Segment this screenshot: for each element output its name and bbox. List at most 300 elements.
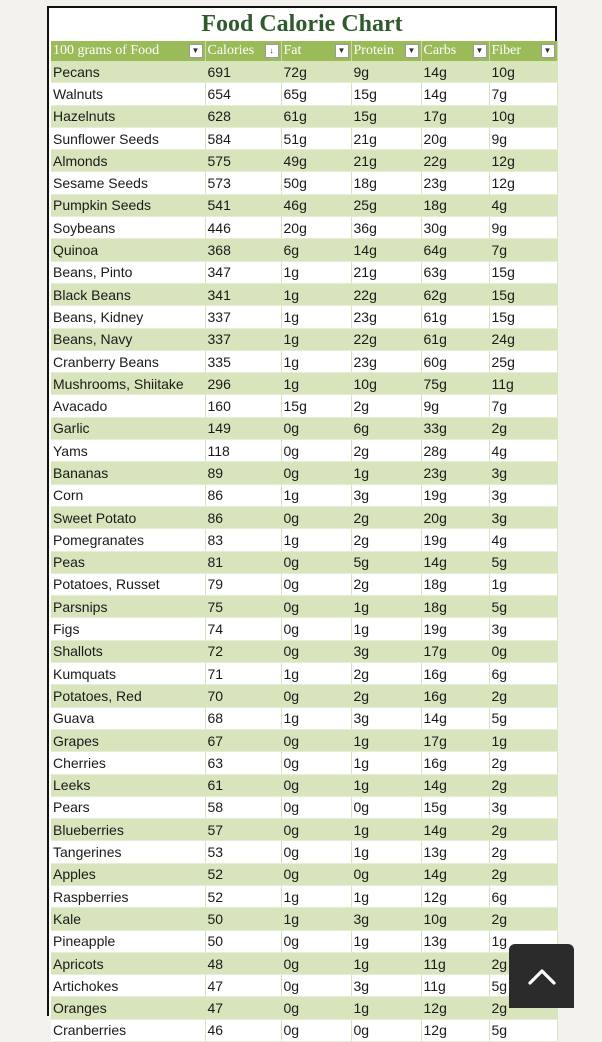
carbs-cell: 63g — [421, 261, 489, 283]
protein-cell: 1g — [351, 752, 421, 774]
fat-cell: 0g — [281, 774, 351, 796]
protein-cell: 3g — [351, 908, 421, 930]
protein-cell: 1g — [351, 462, 421, 484]
fat-cell: 1g — [281, 261, 351, 283]
protein-cell: 3g — [351, 707, 421, 729]
carbs-cell: 14g — [421, 61, 489, 83]
column-header-protein — [351, 41, 421, 61]
protein-cell: 1g — [351, 885, 421, 907]
fiber-cell: 4g — [489, 529, 557, 551]
fat-cell: 1g — [281, 328, 351, 350]
table-row — [51, 707, 557, 729]
fiber-cell: 15g — [489, 306, 557, 328]
table-row — [51, 261, 557, 283]
table-row — [51, 127, 557, 149]
calories-cell: 70 — [205, 685, 281, 707]
table-row — [51, 328, 557, 350]
carbs-cell: 10g — [421, 908, 489, 930]
fat-cell: 6g — [281, 239, 351, 261]
carbs-cell: 64g — [421, 239, 489, 261]
calories-cell: 47 — [205, 975, 281, 997]
protein-cell: 21g — [351, 150, 421, 172]
protein-cell: 2g — [351, 529, 421, 551]
table-row — [51, 596, 557, 618]
table-row — [51, 752, 557, 774]
protein-cell: 23g — [351, 350, 421, 372]
protein-cell: 6g — [351, 417, 421, 439]
protein-cell: 14g — [351, 239, 421, 261]
table-row — [51, 908, 557, 930]
fat-cell: 49g — [281, 150, 351, 172]
table-row — [51, 573, 557, 595]
fat-cell: 1g — [281, 529, 351, 551]
header-row — [51, 41, 557, 61]
calories-cell: 58 — [205, 796, 281, 818]
table-row — [51, 217, 557, 239]
calories-cell: 86 — [205, 506, 281, 528]
food-name-cell: Kumquats — [51, 663, 205, 685]
fat-cell: 0g — [281, 819, 351, 841]
protein-cell: 22g — [351, 283, 421, 305]
protein-cell: 1g — [351, 618, 421, 640]
fat-cell: 0g — [281, 1019, 351, 1041]
fat-cell: 0g — [281, 930, 351, 952]
fat-cell: 0g — [281, 506, 351, 528]
calories-cell: 47 — [205, 997, 281, 1019]
carbs-cell: 16g — [421, 663, 489, 685]
column-header-label: Calories — [207, 43, 255, 58]
carbs-cell: 61g — [421, 306, 489, 328]
fat-cell: 0g — [281, 417, 351, 439]
dropdown-arrow-icon[interactable]: ▼ — [541, 44, 555, 58]
protein-cell: 1g — [351, 841, 421, 863]
fat-cell: 1g — [281, 283, 351, 305]
carbs-cell: 16g — [421, 752, 489, 774]
table-row — [51, 997, 557, 1019]
carbs-cell: 18g — [421, 573, 489, 595]
protein-cell: 9g — [351, 61, 421, 83]
calories-cell: 541 — [205, 194, 281, 216]
fat-cell: 0g — [281, 596, 351, 618]
fiber-cell: 15g — [489, 283, 557, 305]
food-name-cell: Grapes — [51, 729, 205, 751]
protein-cell: 2g — [351, 506, 421, 528]
table-row — [51, 150, 557, 172]
calories-cell: 575 — [205, 150, 281, 172]
table-row — [51, 194, 557, 216]
protein-cell: 1g — [351, 729, 421, 751]
carbs-cell: 19g — [421, 529, 489, 551]
food-name-cell: Cherries — [51, 752, 205, 774]
table-row — [51, 172, 557, 194]
table-row — [51, 306, 557, 328]
table-row — [51, 462, 557, 484]
carbs-cell: 9g — [421, 395, 489, 417]
table-row — [51, 930, 557, 952]
column-header-label: 100 grams of Food — [53, 43, 160, 58]
calories-cell: 67 — [205, 729, 281, 751]
fat-cell: 50g — [281, 172, 351, 194]
food-name-cell: Soybeans — [51, 217, 205, 239]
table-row — [51, 373, 557, 395]
carbs-cell: 18g — [421, 194, 489, 216]
fat-cell: 0g — [281, 640, 351, 662]
food-name-cell: Parsnips — [51, 596, 205, 618]
carbs-cell: 13g — [421, 841, 489, 863]
carbs-cell: 11g — [421, 975, 489, 997]
carbs-cell: 60g — [421, 350, 489, 372]
scroll-to-top-button[interactable] — [509, 944, 574, 1008]
fiber-cell: 11g — [489, 373, 557, 395]
table-row — [51, 417, 557, 439]
fiber-cell: 4g — [489, 440, 557, 462]
calories-cell: 160 — [205, 395, 281, 417]
protein-cell: 10g — [351, 373, 421, 395]
column-header-food — [51, 41, 205, 61]
calories-cell: 654 — [205, 83, 281, 105]
fat-cell: 0g — [281, 440, 351, 462]
table-row — [51, 663, 557, 685]
food-name-cell: Pumpkin Seeds — [51, 194, 205, 216]
fat-cell: 1g — [281, 350, 351, 372]
fiber-cell: 12g — [489, 150, 557, 172]
fat-cell: 0g — [281, 863, 351, 885]
fiber-cell: 3g — [489, 796, 557, 818]
calories-cell: 337 — [205, 328, 281, 350]
carbs-cell: 19g — [421, 484, 489, 506]
carbs-cell: 18g — [421, 596, 489, 618]
calories-cell: 296 — [205, 373, 281, 395]
column-header-fat — [281, 41, 351, 61]
fiber-cell: 6g — [489, 885, 557, 907]
table-row — [51, 640, 557, 662]
fiber-cell: 10g — [489, 61, 557, 83]
food-name-cell: Kale — [51, 908, 205, 930]
food-name-cell: Corn — [51, 484, 205, 506]
table-row — [51, 551, 557, 573]
carbs-cell: 14g — [421, 863, 489, 885]
protein-cell: 21g — [351, 261, 421, 283]
calories-cell: 48 — [205, 952, 281, 974]
fat-cell: 0g — [281, 729, 351, 751]
food-name-cell: Walnuts — [51, 83, 205, 105]
fat-cell: 0g — [281, 573, 351, 595]
dropdown-arrow-icon[interactable]: ▼ — [335, 44, 349, 58]
fiber-cell: 2g — [489, 819, 557, 841]
fat-cell: 1g — [281, 707, 351, 729]
dropdown-arrow-icon[interactable]: ▼ — [189, 44, 203, 58]
column-header-carbs — [421, 41, 489, 61]
calories-cell: 68 — [205, 707, 281, 729]
carbs-cell: 30g — [421, 217, 489, 239]
fat-cell: 1g — [281, 663, 351, 685]
fiber-cell: 2g — [489, 863, 557, 885]
food-name-cell: Artichokes — [51, 975, 205, 997]
fat-cell: 0g — [281, 796, 351, 818]
calories-cell: 52 — [205, 885, 281, 907]
food-name-cell: Blueberries — [51, 819, 205, 841]
carbs-cell: 23g — [421, 462, 489, 484]
fat-cell: 0g — [281, 975, 351, 997]
carbs-cell: 17g — [421, 105, 489, 127]
food-name-cell: Beans, Kidney — [51, 306, 205, 328]
column-header-label: Fiber — [491, 43, 522, 58]
calories-cell: 628 — [205, 105, 281, 127]
fat-cell: 1g — [281, 373, 351, 395]
food-name-cell: Sweet Potato — [51, 506, 205, 528]
fiber-cell: 2g — [489, 997, 557, 1019]
fiber-cell: 4g — [489, 194, 557, 216]
food-name-cell: Almonds — [51, 150, 205, 172]
column-header-label: Carbs — [423, 43, 457, 58]
calories-cell: 53 — [205, 841, 281, 863]
fiber-cell: 2g — [489, 752, 557, 774]
food-name-cell: Hazelnuts — [51, 105, 205, 127]
protein-cell: 2g — [351, 573, 421, 595]
fat-cell: 51g — [281, 127, 351, 149]
carbs-cell: 14g — [421, 819, 489, 841]
table-row — [51, 975, 557, 997]
chart-title: Food Calorie Chart — [201, 11, 403, 37]
calories-cell: 50 — [205, 908, 281, 930]
calories-cell: 347 — [205, 261, 281, 283]
fiber-cell: 3g — [489, 618, 557, 640]
protein-cell: 15g — [351, 105, 421, 127]
food-name-cell: Yams — [51, 440, 205, 462]
carbs-cell: 12g — [421, 1019, 489, 1041]
food-name-cell: Cranberry Beans — [51, 350, 205, 372]
spreadsheet-image — [47, 6, 557, 1039]
table-row — [51, 952, 557, 974]
fat-cell: 0g — [281, 551, 351, 573]
fiber-cell: 1g — [489, 573, 557, 595]
carbs-cell: 20g — [421, 127, 489, 149]
protein-cell: 15g — [351, 83, 421, 105]
fat-cell: 0g — [281, 618, 351, 640]
carbs-cell: 23g — [421, 172, 489, 194]
protein-cell: 2g — [351, 395, 421, 417]
calories-cell: 72 — [205, 640, 281, 662]
column-header-label: Fat — [283, 43, 302, 58]
fat-cell: 0g — [281, 462, 351, 484]
fat-cell: 65g — [281, 83, 351, 105]
fiber-cell: 25g — [489, 350, 557, 372]
food-name-cell: Cranberries — [51, 1019, 205, 1041]
food-name-cell: Beans, Pinto — [51, 261, 205, 283]
carbs-cell: 14g — [421, 707, 489, 729]
food-name-cell: Oranges — [51, 997, 205, 1019]
fiber-cell: 5g — [489, 707, 557, 729]
table-row — [51, 1019, 557, 1041]
carbs-cell: 17g — [421, 640, 489, 662]
calories-cell: 61 — [205, 774, 281, 796]
calories-cell: 75 — [205, 596, 281, 618]
food-name-cell: Figs — [51, 618, 205, 640]
table-row — [51, 105, 557, 127]
carbs-cell: 14g — [421, 551, 489, 573]
protein-cell: 2g — [351, 663, 421, 685]
fiber-cell: 7g — [489, 395, 557, 417]
protein-cell: 2g — [351, 685, 421, 707]
food-name-cell: Bananas — [51, 462, 205, 484]
fiber-cell: 9g — [489, 127, 557, 149]
food-name-cell: Avacado — [51, 395, 205, 417]
fat-cell: 1g — [281, 908, 351, 930]
sort-descending-icon[interactable]: ↓ — [265, 44, 279, 58]
calories-cell: 81 — [205, 551, 281, 573]
calories-cell: 71 — [205, 663, 281, 685]
protein-cell: 36g — [351, 217, 421, 239]
table-row — [51, 61, 557, 83]
fat-cell: 0g — [281, 841, 351, 863]
calories-cell: 50 — [205, 930, 281, 952]
food-name-cell: Raspberries — [51, 885, 205, 907]
calories-cell: 584 — [205, 127, 281, 149]
protein-cell: 0g — [351, 796, 421, 818]
fat-cell: 0g — [281, 752, 351, 774]
calories-cell: 52 — [205, 863, 281, 885]
carbs-cell: 75g — [421, 373, 489, 395]
table-row — [51, 484, 557, 506]
protein-cell: 5g — [351, 551, 421, 573]
fat-cell: 0g — [281, 997, 351, 1019]
food-name-cell: Apples — [51, 863, 205, 885]
calories-cell: 341 — [205, 283, 281, 305]
calories-cell: 79 — [205, 573, 281, 595]
carbs-cell: 22g — [421, 150, 489, 172]
calorie-table — [51, 41, 558, 1042]
table-row — [51, 440, 557, 462]
fiber-cell: 0g — [489, 640, 557, 662]
protein-cell: 1g — [351, 930, 421, 952]
calories-cell: 86 — [205, 484, 281, 506]
fat-cell: 61g — [281, 105, 351, 127]
protein-cell: 23g — [351, 306, 421, 328]
food-name-cell: Black Beans — [51, 283, 205, 305]
food-name-cell: Peas — [51, 551, 205, 573]
food-name-cell: Tangerines — [51, 841, 205, 863]
fiber-cell: 5g — [489, 975, 557, 997]
food-name-cell: Pecans — [51, 61, 205, 83]
table-row — [51, 774, 557, 796]
food-name-cell: Sesame Seeds — [51, 172, 205, 194]
calories-cell: 446 — [205, 217, 281, 239]
table-row — [51, 350, 557, 372]
carbs-cell: 14g — [421, 774, 489, 796]
fiber-cell: 5g — [489, 596, 557, 618]
fiber-cell: 2g — [489, 908, 557, 930]
dropdown-arrow-icon[interactable]: ▼ — [473, 44, 487, 58]
carbs-cell: 28g — [421, 440, 489, 462]
food-name-cell: Apricots — [51, 952, 205, 974]
food-name-cell: Pears — [51, 796, 205, 818]
fat-cell: 0g — [281, 952, 351, 974]
table-row — [51, 618, 557, 640]
carbs-cell: 61g — [421, 328, 489, 350]
protein-cell: 3g — [351, 975, 421, 997]
table-row — [51, 729, 557, 751]
carbs-cell: 13g — [421, 930, 489, 952]
protein-cell: 1g — [351, 997, 421, 1019]
carbs-cell: 19g — [421, 618, 489, 640]
chevron-up-icon — [527, 966, 557, 986]
table-row — [51, 685, 557, 707]
carbs-cell: 14g — [421, 83, 489, 105]
fat-cell: 15g — [281, 395, 351, 417]
protein-cell: 1g — [351, 596, 421, 618]
fat-cell: 1g — [281, 306, 351, 328]
fat-cell: 1g — [281, 885, 351, 907]
food-name-cell: Pineapple — [51, 930, 205, 952]
protein-cell: 3g — [351, 484, 421, 506]
carbs-cell: 15g — [421, 796, 489, 818]
protein-cell: 2g — [351, 440, 421, 462]
fiber-cell: 1g — [489, 930, 557, 952]
protein-cell: 1g — [351, 774, 421, 796]
calories-cell: 335 — [205, 350, 281, 372]
fat-cell: 72g — [281, 61, 351, 83]
protein-cell: 0g — [351, 863, 421, 885]
table-row — [51, 283, 557, 305]
table-row — [51, 863, 557, 885]
food-name-cell: Potatoes, Russet — [51, 573, 205, 595]
carbs-cell: 17g — [421, 729, 489, 751]
protein-cell: 21g — [351, 127, 421, 149]
carbs-cell: 62g — [421, 283, 489, 305]
fiber-cell: 2g — [489, 685, 557, 707]
calories-cell: 46 — [205, 1019, 281, 1041]
food-name-cell: Quinoa — [51, 239, 205, 261]
calories-cell: 149 — [205, 417, 281, 439]
table-row — [51, 83, 557, 105]
table-row — [51, 819, 557, 841]
protein-cell: 18g — [351, 172, 421, 194]
carbs-cell: 12g — [421, 997, 489, 1019]
fiber-cell: 24g — [489, 328, 557, 350]
food-name-cell: Shallots — [51, 640, 205, 662]
protein-cell: 22g — [351, 328, 421, 350]
protein-cell: 1g — [351, 952, 421, 974]
dropdown-arrow-icon[interactable]: ▼ — [405, 44, 419, 58]
fat-cell: 1g — [281, 484, 351, 506]
table-body — [51, 61, 557, 1042]
fiber-cell: 7g — [489, 239, 557, 261]
calories-cell: 573 — [205, 172, 281, 194]
protein-cell: 25g — [351, 194, 421, 216]
table-row — [51, 841, 557, 863]
calories-cell: 57 — [205, 819, 281, 841]
table-row — [51, 529, 557, 551]
fat-cell: 0g — [281, 685, 351, 707]
carbs-cell: 16g — [421, 685, 489, 707]
food-name-cell: Beans, Navy — [51, 328, 205, 350]
fiber-cell: 3g — [489, 506, 557, 528]
food-name-cell: Garlic — [51, 417, 205, 439]
table-row — [51, 395, 557, 417]
column-header-fiber — [489, 41, 557, 61]
calories-cell: 118 — [205, 440, 281, 462]
calories-cell: 337 — [205, 306, 281, 328]
fat-cell: 46g — [281, 194, 351, 216]
fiber-cell: 5g — [489, 1019, 557, 1041]
fiber-cell: 12g — [489, 172, 557, 194]
protein-cell: 1g — [351, 819, 421, 841]
fiber-cell: 2g — [489, 774, 557, 796]
carbs-cell: 12g — [421, 885, 489, 907]
fiber-cell: 2g — [489, 841, 557, 863]
fiber-cell: 2g — [489, 417, 557, 439]
fiber-cell: 15g — [489, 261, 557, 283]
